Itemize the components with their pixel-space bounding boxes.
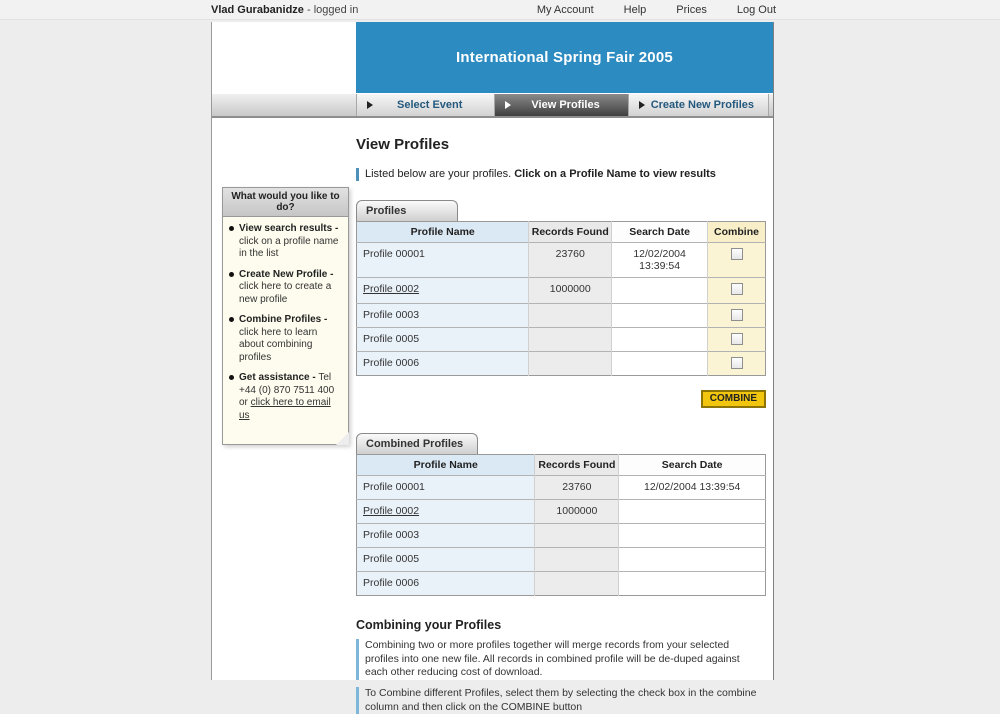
- page-header: [212, 22, 773, 93]
- combine-checkbox[interactable]: [731, 309, 743, 321]
- column-header-profile-name: Profile Name: [357, 222, 529, 243]
- nav-tab-bar: [212, 93, 773, 118]
- help-item-title: Create New Profile -: [239, 268, 334, 280]
- records-found-value: [535, 572, 619, 596]
- profile-name-link[interactable]: Profile 0006: [363, 577, 420, 590]
- my-account-link[interactable]: My Account: [536, 3, 594, 16]
- help-item-title: Get assistance -: [239, 372, 316, 383]
- combining-info-paragraph: Combining two or more profiles together will merge records from your selected profiles into one new file. All records in combined profile will be de-duped against each other reducing cost of download.: [356, 639, 764, 680]
- help-item-desc: click on a profile name in the list: [239, 235, 339, 259]
- help-link[interactable]: Help: [623, 3, 647, 16]
- records-found-value: [535, 548, 619, 572]
- combining-info-paragraph: To Combine different Profiles, select them by selecting the check box in the combine column and then click on the COMBINE button: [356, 687, 764, 714]
- help-item-create-new-profile: [229, 269, 343, 307]
- table-row: [357, 572, 766, 596]
- search-date-value: 12/02/2004 13:39:54: [619, 476, 766, 500]
- intro-bold: Click on a Profile Name to view results: [514, 168, 716, 180]
- help-box-title: What would you like to do?: [223, 188, 348, 217]
- help-item-title: View search results -: [239, 223, 339, 234]
- combine-button[interactable]: COMBINE: [701, 390, 766, 408]
- help-item-desc: click here to create a new profile: [239, 281, 332, 305]
- records-found-value: [529, 352, 612, 376]
- help-item-desc: Tel +44 (0) 870 7511 400 or: [239, 372, 335, 408]
- help-box: [222, 187, 349, 445]
- search-date-value: [612, 328, 708, 352]
- search-date-value: [619, 524, 766, 548]
- tab-create-new-profiles[interactable]: [629, 94, 769, 116]
- profile-name-link[interactable]: Profile 00001: [363, 248, 425, 261]
- tab-arrow-icon: [639, 101, 645, 109]
- bullet-icon: [229, 226, 234, 231]
- table-row: [357, 500, 766, 524]
- combined-profiles-table: [356, 454, 766, 596]
- page-title: View Profiles: [356, 136, 450, 153]
- combining-info-title: Combining your Profiles: [356, 618, 502, 633]
- help-item-view-search-results: [229, 223, 343, 261]
- table-row: [357, 328, 766, 352]
- records-found-value: 23760: [529, 243, 612, 278]
- page-container: [211, 22, 774, 713]
- intro-normal: Listed below are your profiles.: [365, 168, 515, 180]
- tab-arrow-icon: [505, 101, 511, 109]
- table-header-row: [357, 455, 766, 476]
- profile-name-link[interactable]: Profile 0003: [363, 309, 420, 322]
- table-row: [357, 278, 766, 304]
- profile-name-link[interactable]: Profile 0002: [363, 505, 420, 518]
- tab-arrow-icon: [367, 101, 373, 109]
- help-item-get-assistance: [229, 372, 343, 422]
- search-date-value: [612, 352, 708, 376]
- table-row: [357, 243, 766, 278]
- records-found-value: [529, 328, 612, 352]
- column-header-records-found: Records Found: [535, 455, 619, 476]
- email-us-link[interactable]: click here to email us: [239, 397, 331, 421]
- profiles-table: [356, 221, 766, 376]
- profile-name-link[interactable]: Profile 0005: [363, 553, 420, 566]
- table-row: [357, 304, 766, 328]
- table-row: [357, 476, 766, 500]
- combine-checkbox[interactable]: [731, 333, 743, 345]
- tab-label: View Profiles: [531, 99, 600, 111]
- search-date-value: [619, 548, 766, 572]
- bullet-icon: [229, 317, 234, 322]
- profiles-section-tab: Profiles: [356, 200, 458, 221]
- search-date-value: [619, 572, 766, 596]
- profile-name-link[interactable]: Profile 00001: [363, 481, 425, 494]
- event-title: International Spring Fair 2005: [456, 49, 673, 66]
- search-date-value: 12/02/2004 13:39:54: [612, 243, 708, 278]
- tab-label: Select Event: [397, 99, 463, 111]
- records-found-value: [535, 524, 619, 548]
- records-found-value: 1000000: [535, 500, 619, 524]
- tab-view-profiles[interactable]: [495, 94, 628, 116]
- records-found-value: 23760: [535, 476, 619, 500]
- combine-checkbox[interactable]: [731, 248, 743, 260]
- table-header-row: [357, 222, 766, 243]
- logged-in-user: [211, 4, 358, 16]
- column-header-records-found: Records Found: [529, 222, 612, 243]
- prices-link[interactable]: Prices: [676, 3, 707, 16]
- table-row: [357, 524, 766, 548]
- column-header-profile-name: Profile Name: [357, 455, 535, 476]
- profile-name-link[interactable]: Profile 0003: [363, 529, 420, 542]
- search-date-value: [612, 304, 708, 328]
- logged-in-suffix: - logged in: [303, 3, 359, 16]
- search-date-value: [619, 500, 766, 524]
- search-date-value: [612, 278, 708, 304]
- records-found-value: 1000000: [529, 278, 612, 304]
- help-item-desc: click here to learn about combining profiles: [239, 326, 318, 363]
- bullet-icon: [229, 375, 234, 380]
- combine-checkbox[interactable]: [731, 357, 743, 369]
- help-item-combine-profiles: [229, 314, 343, 364]
- table-row: [357, 352, 766, 376]
- bullet-icon: [229, 272, 234, 277]
- records-found-value: [529, 304, 612, 328]
- user-name: Vlad Gurabanidze: [211, 3, 304, 16]
- column-header-search-date: Search Date: [612, 222, 708, 243]
- tab-label: Create New Profiles: [650, 99, 755, 111]
- profile-name-link[interactable]: Profile 0002: [363, 283, 420, 296]
- column-header-search-date: Search Date: [619, 455, 766, 476]
- profile-name-link[interactable]: Profile 0006: [363, 357, 420, 370]
- profile-name-link[interactable]: Profile 0005: [363, 333, 420, 346]
- table-row: [357, 548, 766, 572]
- main-content: [356, 120, 768, 714]
- tab-select-event[interactable]: [356, 94, 495, 116]
- event-banner: [356, 22, 773, 93]
- column-header-combine: Combine: [708, 222, 766, 243]
- logo-area: [212, 22, 356, 93]
- help-item-title: Combine Profiles -: [239, 314, 328, 325]
- folded-corner: [336, 432, 349, 445]
- intro-text: [356, 168, 768, 181]
- combined-profiles-section-tab: Combined Profiles: [356, 433, 478, 454]
- top-bar: [0, 0, 1000, 20]
- log-out-link[interactable]: Log Out: [736, 3, 776, 16]
- combine-checkbox[interactable]: [731, 283, 743, 295]
